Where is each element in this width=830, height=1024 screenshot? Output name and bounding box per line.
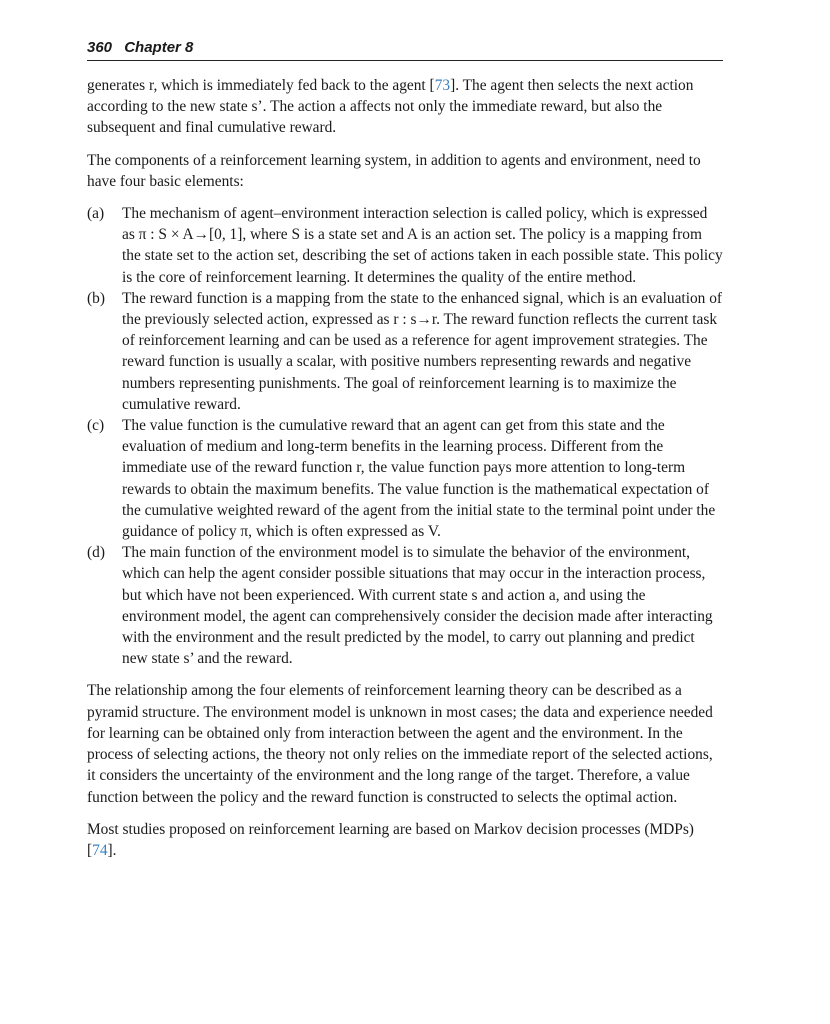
list-item-text: The reward function is a mapping from the state to the enhanced signal, which is an evaluation of the previously selected action, expressed as r : s→r. The reward function reflects the current task of reinforcement learning and can be used as a reference for agent improvement strategies. The reward function is usually a scalar, with positive numbers representing rewards and negative numbers representing punishments. The goal of reinforcement learning is to maximize the cumulative reward. bbox=[122, 289, 723, 413]
citation-link-73[interactable]: 73 bbox=[434, 77, 451, 94]
elements-list bbox=[87, 203, 723, 669]
list-item-text: The mechanism of agent–environment interaction selection is called policy, which is expressed as π : S × A→[0, 1], where S is a state set and A is an action set. The policy is a mapping from the state set to the action set, describing the set of actions taken in each possible state. This policy is the core of reinforcement learning. It determines the quality of the entire method. bbox=[122, 205, 723, 286]
running-head bbox=[87, 36, 723, 61]
citation-link-74[interactable]: 74 bbox=[92, 841, 108, 859]
list-item-text: The value function is the cumulative reward that an agent can get from this state and the evaluation of medium and long-term benefits in the learning process. Different from the immediate use of the reward function r, the value function pays more attention to long-term rewards to obtain the maximum benefits. The value function is the mathematical expectation of the cumulative weighted reward of the agent from the initial state to the terminal point under the guidance of policy π, which is often expressed as V. bbox=[122, 417, 716, 541]
list-item-label: (c) bbox=[87, 417, 105, 435]
chapter-title: Chapter 8 bbox=[124, 39, 194, 56]
paragraph-components: The components of a reinforcement learning system, in addition to agents and environment, need to have four basic elements: bbox=[87, 151, 701, 190]
paragraph-mdp-text-end: ]. bbox=[107, 841, 117, 859]
page-number: 360 bbox=[87, 39, 113, 56]
list-item-label: (d) bbox=[87, 544, 105, 562]
list-item-label: (b) bbox=[87, 289, 105, 307]
list-item-text: The main function of the environment model is to simulate the behavior of the environment, which can help the agent consider possible situations that may occur in the interaction process, but which have not been experienced. With current state s and action a, and using the environment model, the agent can comprehensively consider the decision made after interacting with the environment and the result predicted by the model, to carry out planning and predict new state s’ and the reward. bbox=[122, 544, 713, 668]
paragraph-intro bbox=[87, 75, 723, 139]
list-item bbox=[87, 542, 723, 669]
list-item bbox=[87, 288, 723, 415]
paragraph-intro-text-end: ]. The agent then selects the next action according to the new state s’. The action a affects not only the immediate reward, but also the subsequent and final cumulative reward. bbox=[87, 77, 694, 137]
list-item bbox=[87, 415, 723, 542]
paragraph-intro-text: generates r, which is immediately fed back to the agent [ bbox=[87, 77, 435, 94]
list-item bbox=[87, 203, 723, 288]
list-item-label: (a) bbox=[87, 205, 105, 223]
paragraph-mdp bbox=[87, 819, 723, 861]
page bbox=[87, 36, 723, 872]
paragraph-pyramid: The relationship among the four elements of reinforcement learning theory can be described as a pyramid structure. The environment model is unknown in most cases; the data and experience needed for learning can be obtained only from interaction between the agent and the environment. In the process of selecting actions, the theory not only relies on the immediate report of the selected actions, it considers the uncertainty of the environment and the long range of the target. Therefore, a value function between the policy and the reward function is constructed to selects the optimal action. bbox=[87, 682, 713, 806]
paragraph-mdp-text: Most studies proposed on reinforcement learning are based on Markov decision processes (MDPs) [ bbox=[87, 820, 694, 859]
